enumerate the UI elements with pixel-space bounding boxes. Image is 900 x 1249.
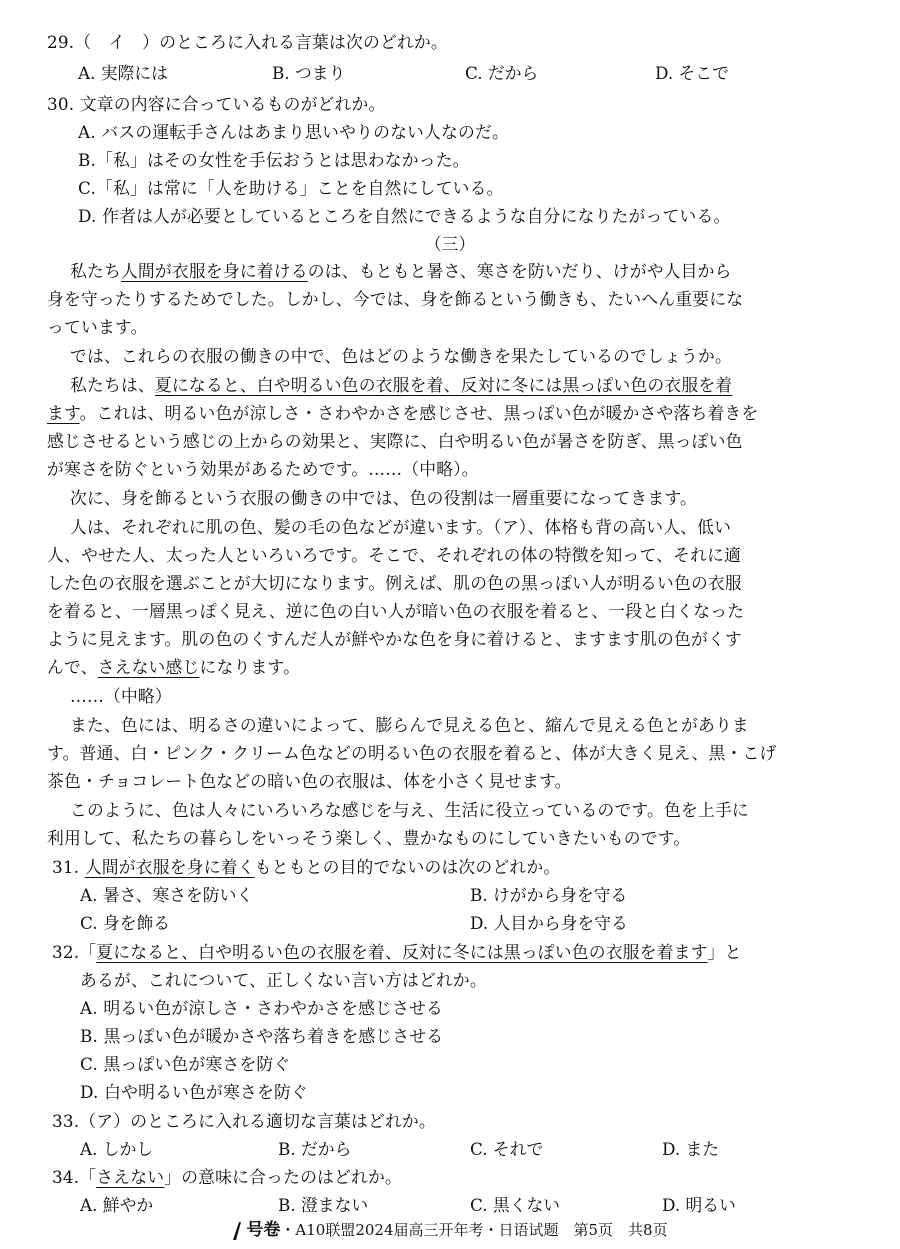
q34-underlined: さえない (96, 1167, 165, 1187)
passage-p6-line2: す。普通、白・ピンク・クリーム色などの明るい色の衣服を着ると、体が大きく見え、黒・こげ (47, 743, 777, 763)
passage-p5-line6: んで、さえない感じになります。 (47, 657, 301, 677)
underlined-phrase-1: 人間が衣服を身に着ける (120, 261, 308, 281)
q31-underlined: 人間が衣服を身に着く (84, 857, 255, 877)
q32-option-c: C. 黒っぽい色が寒さを防ぐ (80, 1054, 291, 1074)
passage-p1-line2: 身を守ったりするためでした。しかし、今では、身を飾るという働きも、たいへん重要にな (47, 289, 744, 309)
q32-option-a: A. 明るい色が涼しさ・さわやかさを感じさせる (80, 998, 444, 1018)
q33-options (0, 1136, 900, 1162)
q31-option-d: D. 人目から身を守る (470, 913, 628, 933)
passage-p1-line3: っています。 (47, 317, 148, 337)
q31-option-b: B. けがから身を守る (470, 885, 628, 905)
passage-p5-line1: 人は、それぞれに肌の色、髪の毛の色などが違います。（ア）、体格も背の高い人、低い (70, 517, 732, 537)
q31-option-a: A. 暑さ、寒さを防いく (80, 885, 254, 905)
q32-option-d: D. 白や明るい色が寒さを防ぐ (80, 1082, 308, 1102)
q33-option-a: A. しかし (80, 1139, 154, 1159)
q32-stem-line2: あるが、これについて、正しくない言い方はどれか。 (80, 970, 487, 990)
passage-p7-line2: 利用して、私たちの暮らしをいっそう楽しく、豊かなものにしていきたいものです。 (47, 828, 691, 848)
q30-option-c: C.「私」は常に「人を助ける」ことを自然にしている。 (78, 178, 504, 198)
passage-p5-line5: ように見えます。肌の色のくすんだ人が鮮やかな色を身に着けると、ますます肌の色がくす (47, 629, 742, 649)
passage-p2: では、これらの衣服の働きの中で、色はどのような働きを果たしているのでしょうか。 (70, 346, 732, 366)
q29-option-a: A. 実際には (78, 63, 168, 83)
q34-option-b: B. 澄まない (278, 1195, 369, 1215)
q32-underlined: 夏になると、白や明るい色の衣服を着、反対に冬には黒っぽい色の衣服を着ます (96, 942, 708, 962)
brand-logo-icon (232, 1221, 242, 1241)
underlined-phrase-2a: 夏になると、白や明るい色の衣服を着、反対に冬には黒っぽい色の衣服を着 (154, 375, 733, 395)
q34-option-a: A. 鮮やか (80, 1195, 154, 1215)
passage-p1-line1: 私たち人間が衣服を身に着けるのは、もともと暑さ、寒さを防いだり、けがや人目から (70, 261, 732, 281)
q33-option-d: D. また (662, 1139, 720, 1159)
q29-option-b: B. つまり (272, 63, 346, 83)
underlined-phrase-2b: ます (47, 403, 80, 423)
page-footer (0, 1218, 900, 1242)
q29-option-d: D. そこで (655, 63, 729, 83)
q29-option-c: C. だから (465, 63, 539, 83)
passage-p3-line1: 私たちは、夏になると、白や明るい色の衣服を着、反対に冬には黒っぽい色の衣服を着 (70, 375, 733, 395)
passage-p7-line1: このように、色は人々にいろいろな感じを与え、生活に役立っているのです。色を上手に (70, 800, 749, 820)
footer-brand: 号卷 (246, 1220, 281, 1240)
q31-options-row1 (0, 882, 900, 908)
q32-option-b: B. 黒っぽい色が暖かさや落ち着きを感じさせる (80, 1026, 444, 1046)
passage-p5-line2: 人、やせた人、太った人といろいろです。そこで、それぞれの体の特徴を知って、それに適 (47, 545, 742, 565)
q30-stem: 30. 文章の内容に合っているものがどれか。 (47, 94, 386, 114)
q34-stem: 34.「さえない」の意味に合ったのはどれか。 (52, 1167, 402, 1187)
passage-omission: ……（中略） (70, 686, 172, 706)
passage-p6-line3: 茶色・チョコレート色などの暗い色の衣服は、体を小さく見せます。 (47, 771, 572, 791)
q29-stem: 29.（ イ ）のところに入れる言葉は次のどれか。 (47, 32, 448, 52)
footer-text: ・A10联盟2024届高三开年考・日语试题 第5页 共8页 (280, 1221, 668, 1239)
passage-p4: 次に、身を飾るという衣服の働きの中では、色の役割は一層重要になってきます。 (70, 488, 697, 508)
q32-stem: 32.「夏になると、白や明るい色の衣服を着、反対に冬には黒っぽい色の衣服を着ます」と (52, 942, 742, 962)
q33-option-c: C. それで (470, 1139, 544, 1159)
passage-p5-line3: した色の衣服を選ぶことが大切になります。例えば、肌の色の黒っぽい人が明るい色の衣服 (47, 573, 742, 593)
q30-option-a: A. バスの運転手さんはあまり思いやりのない人なのだ。 (78, 122, 509, 142)
q31-options-row2 (0, 910, 900, 936)
q30-option-d: D. 作者は人が必要としているところを自然にできるような自分になりたがっている。 (78, 206, 731, 226)
passage-p3-line3: 感じさせるという感じの上からの効果と、実際に、白や明るい色が暑さを防ぎ、黒っぽい色 (47, 431, 743, 451)
passage-p3-line4: が寒さを防ぐという効果があるためです。……（中略）。 (47, 459, 479, 479)
underlined-phrase-3: さえない感じ (97, 657, 200, 677)
q33-stem: 33.（ア）のところに入れる適切な言葉はどれか。 (52, 1111, 436, 1131)
q34-option-c: C. 黒くない (470, 1195, 561, 1215)
q31-option-c: C. 身を飾る (80, 913, 171, 933)
q30-option-b: B.「私」はその女性を手伝おうとは思わなかった。 (78, 150, 470, 170)
passage-p5-line4: を着ると、一層黒っぽく見え、逆に色の白い人が暗い色の衣服を着ると、一段と白くなった (47, 601, 745, 621)
q33-option-b: B. だから (278, 1139, 352, 1159)
q34-options (0, 1192, 900, 1218)
q31-stem: 31. 人間が衣服を身に着くもともとの目的でないのは次のどれか。 (52, 857, 561, 877)
q29-options (0, 60, 900, 86)
section-heading: （三） (424, 234, 476, 254)
q34-option-d: D. 明るい (662, 1195, 736, 1215)
passage-p3-line2: ます。これは、明るい色が涼しさ・さわやかさを感じさせ、黒っぽい色が暖かさや落ち着きを (47, 403, 759, 423)
passage-p6-line1: また、色には、明るさの違いによって、膨らんで見える色と、縮んで見える色とがありま (70, 715, 749, 735)
